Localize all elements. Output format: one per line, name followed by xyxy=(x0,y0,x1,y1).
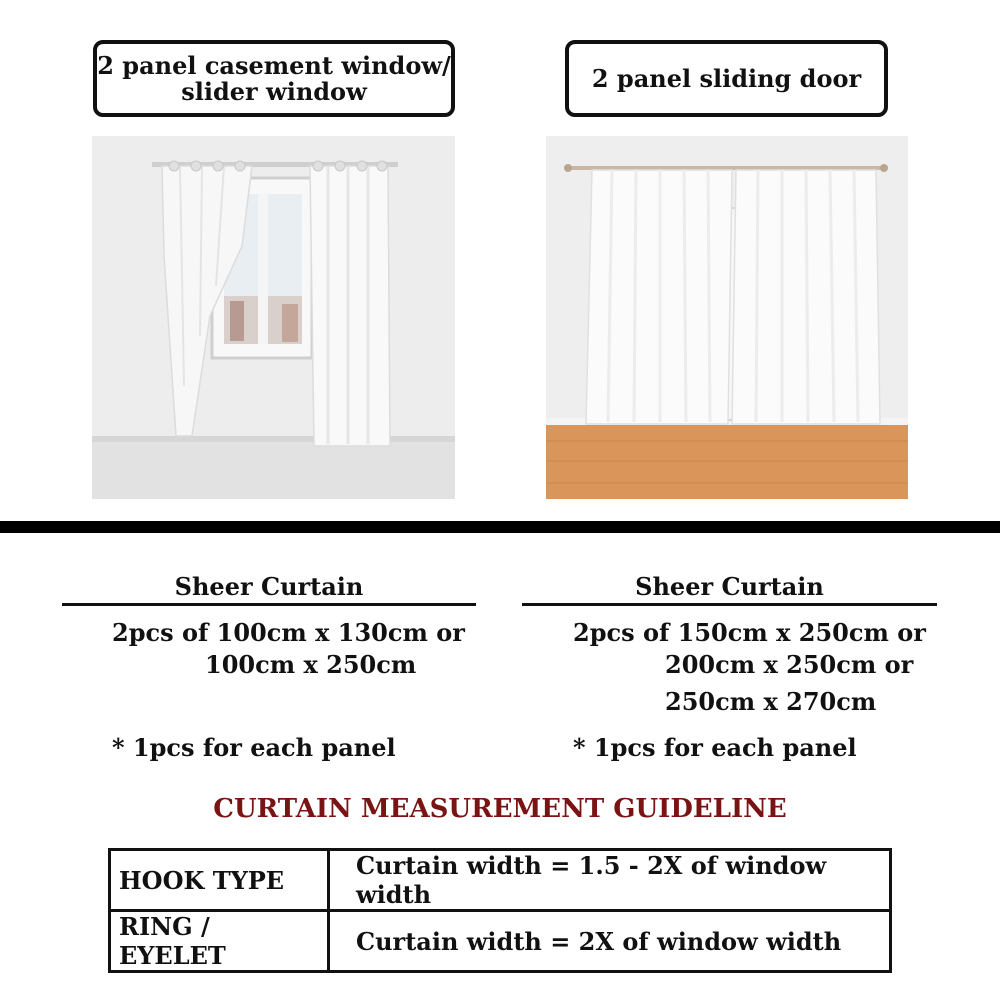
right-section-title: Sheer Curtain xyxy=(635,572,824,601)
guideline-rule-cell: Curtain width = 1.5 - 2X of window width xyxy=(329,850,891,911)
right-note: * 1pcs for each panel xyxy=(573,733,857,762)
right-size-line-3: 250cm x 270cm xyxy=(665,687,877,716)
right-size-line-1: 2pcs of 150cm x 250cm or xyxy=(573,618,926,647)
label-sliding-line1: 2 panel sliding door xyxy=(591,63,862,93)
right-section-rule xyxy=(522,603,937,606)
guideline-title: CURTAIN MEASUREMENT GUIDELINE xyxy=(213,794,787,824)
left-size-line-2: 100cm x 250cm xyxy=(205,650,417,679)
left-size-line-1: 2pcs of 100cm x 130cm or xyxy=(112,618,465,647)
sliding-door-curtain-photo xyxy=(546,136,908,499)
label-casement-window xyxy=(93,40,455,117)
casement-window-illustration xyxy=(92,136,455,499)
left-section-title: Sheer Curtain xyxy=(174,572,364,601)
table-row xyxy=(110,911,891,972)
sliding-door-illustration xyxy=(546,136,908,499)
left-note: * 1pcs for each panel xyxy=(112,733,396,762)
guideline-table xyxy=(108,848,892,973)
left-section-rule xyxy=(62,603,476,606)
casement-window-curtain-photo xyxy=(92,136,455,499)
label-casement-line1: 2 panel casement window/ xyxy=(97,50,451,80)
label-casement-line2: slider window xyxy=(181,76,367,106)
guideline-rule-cell: Curtain width = 2X of window width xyxy=(329,911,891,972)
table-row xyxy=(110,850,891,911)
label-sliding-door xyxy=(565,40,888,117)
guideline-type-cell: HOOK TYPE xyxy=(110,850,329,911)
right-size-line-2: 200cm x 250cm or xyxy=(665,650,914,679)
guideline-type-cell: RING / EYELET xyxy=(110,911,329,972)
section-divider xyxy=(0,521,1000,533)
